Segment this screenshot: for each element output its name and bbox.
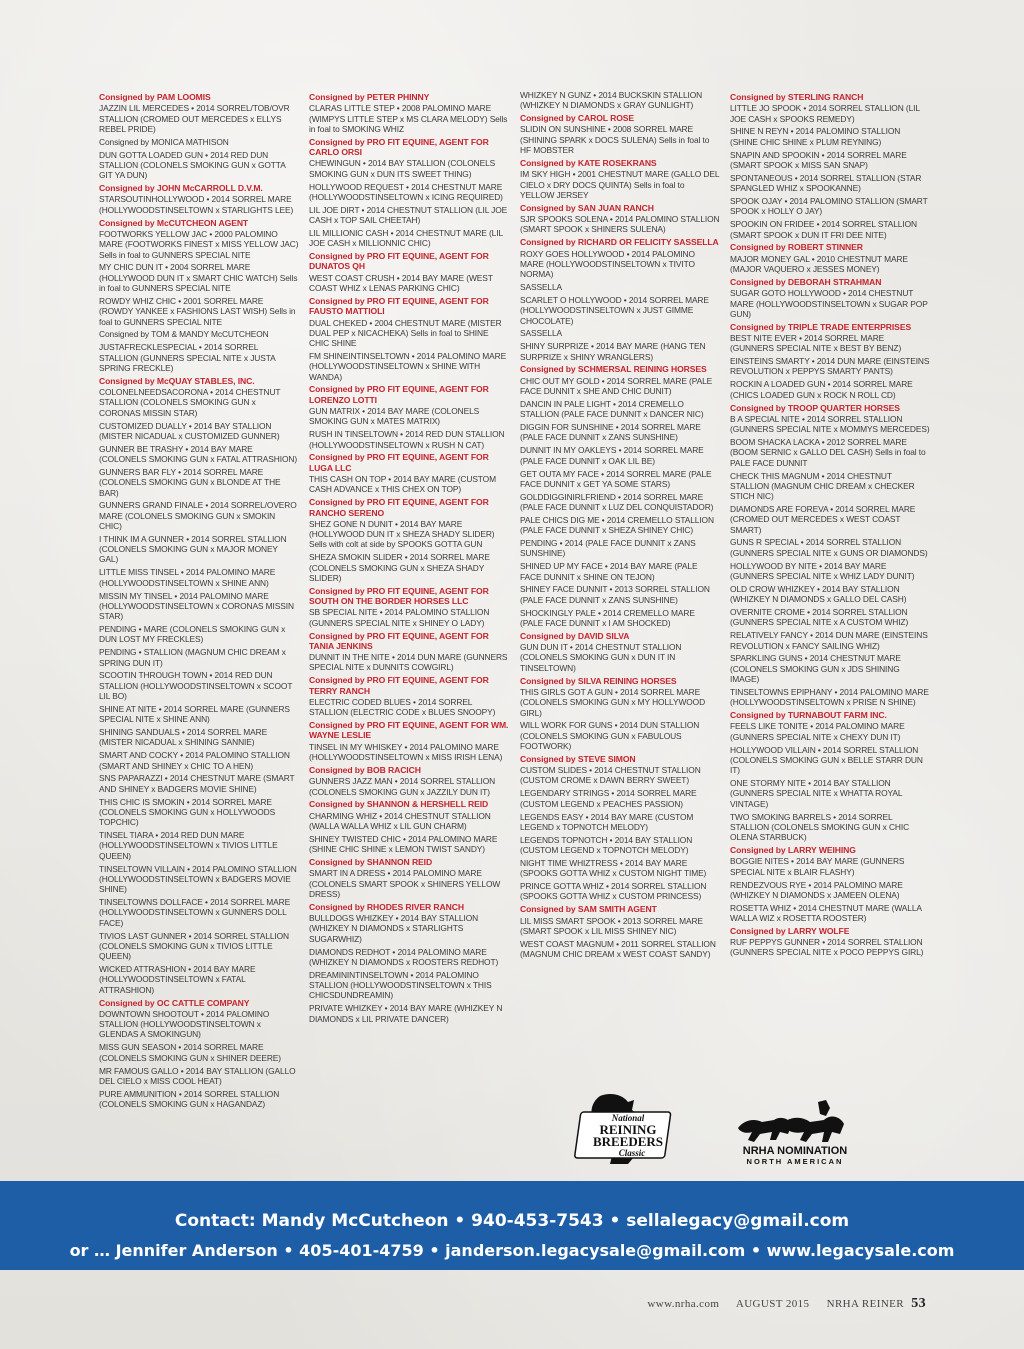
consignor-heading: Consigned by PRO FIT EQUINE, AGENT FOR CARLO ORSI bbox=[309, 136, 489, 158]
horse-entry: DIAMONDS REDHOT • 2014 PALOMINO MARE (WHIZKEY N DIAMONDS x ROOSTERS REDHOT) bbox=[309, 946, 499, 967]
horse-entry: CHARMING WHIZ • 2014 CHESTNUT STALLION (WALLA WALLA WHIZ x LIL GUN CHARM) bbox=[309, 810, 491, 831]
horse-entry: B A SPECIAL NITE • 2014 SORREL STALLION (GUNNERS SPECIAL NITE x MOMMYS MERCEDES) bbox=[730, 413, 930, 435]
horse-entry: NIGHT TIME WHIZTRESS • 2014 BAY MARE (SPOOKS GOTTA WHIZ x CUSTOM NIGHT TIME) bbox=[520, 857, 707, 879]
horse-entry: GET OUTA MY FACE • 2014 SORREL MARE (PALE FACE DUNNIT x GET YA SOME STARS) bbox=[520, 468, 712, 489]
footer-url: www.nrha.com bbox=[647, 1298, 720, 1310]
horse-entry: TINSELTOWNS EPIPHANY • 2014 PALOMINO MARE (HOLLYWOODSTINSELTOWN x PRISE N SHINE) bbox=[730, 686, 929, 708]
horse-entry: SPOOKIN ON FRIDEE • 2014 SORREL STALLION (SMART SPOOK x DUN IT FRI DEE NITE) bbox=[730, 219, 917, 240]
consignor-heading: Consigned by PRO FIT EQUINE, AGENT FOR LORENZO LOTTI bbox=[309, 384, 489, 405]
horse-entry: LEGENDS TOPNOTCH • 2014 BAY STALLION (CUSTOM LEGEND x TOPNOTCH MELODY) bbox=[520, 834, 693, 856]
horse-entry: TIVIOS LAST GUNNER • 2014 SORREL STALLION (COLONELS SMOKING GUN x TIVIOS LITTLE QUEEN) bbox=[99, 930, 289, 962]
horse-entry: WILL WORK FOR GUNS • 2014 DUN STALLION (COLONELS SMOKING GUN x FABULOUS FOOTWORK) bbox=[520, 720, 700, 751]
horse-entry: TINSEL TIARA • 2014 RED DUN MARE (HOLLYWOODSTINSELTOWN x TIVIOS LITTLE QUEEN) bbox=[99, 830, 278, 861]
listing-column-1 bbox=[99, 90, 299, 1180]
horse-entry: SHINEY FACE DUNNIT • 2013 SORREL STALLION (PALE FACE DUNNIT x ZANS SUNSHINE) bbox=[520, 584, 710, 605]
horse-entry: LIL MILLIONIC CASH • 2014 CHESTNUT MARE (LIL JOE CASH x MILLIONNIC CHIC) bbox=[309, 227, 503, 249]
horse-entry: SASSELLA bbox=[520, 328, 563, 339]
horse-entry: EINSTEINS SMARTY • 2014 DUN MARE (EINSTEINS REVOLUTION x PEPPYS SMARTY PANTS) bbox=[730, 356, 930, 377]
horse-entry: BEST NITE EVER • 2014 SORREL MARE (GUNNERS SPECIAL NITE x BEST BY BENZ) bbox=[730, 332, 902, 354]
horse-entry: STARSOUTINHOLLYWOOD • 2014 SORREL MARE (HOLLYWOODSTINSELTOWN x STARLIGHTS LEE) bbox=[99, 194, 294, 215]
horse-entry: SNAPIN AND SPOOKIN • 2014 SORREL MARE (SMART SPOOK x MISS SAN SNAP) bbox=[730, 149, 907, 170]
horse-entry: JAZZIN LIL MERCEDES • 2014 SORREL/TOB/OVR STALLION (CROMED OUT MERCEDES x ELLYS REBEL PRIDE) bbox=[99, 103, 290, 134]
horse-entry: PRIVATE WHIZKEY • 2014 BAY MARE (WHIZKEY N DIAMONDS x LIL PRIVATE DANCER) bbox=[309, 1003, 503, 1024]
horse-entry: GUN DUN IT • 2014 CHESTNUT STALLION (COLONELS SMOKING GUN x DUN IT IN TINSELTOWN) bbox=[520, 642, 682, 673]
consignor-heading: Consigned by McCUTCHEON AGENT bbox=[99, 217, 249, 228]
horse-entry: ROXY GOES HOLLYWOOD • 2014 PALOMINO MARE (HOLLYWOODSTINSELTOWN x TIVITO NORMA) bbox=[520, 248, 695, 280]
breeders-logo-line4: Classic bbox=[618, 1148, 646, 1158]
consignor-heading: Consigned by PETER PHINNY bbox=[309, 92, 430, 102]
horse-entry: GUNS R SPECIAL • 2014 SORREL STALLION (GUNNERS SPECIAL NITE x GUNS OR DIAMONDS) bbox=[730, 537, 928, 558]
horse-entry: HOLLYWOOD VILLAIN • 2014 SORREL STALLION (COLONELS SMOKING GUN x BELLE STARR DUN IT) bbox=[730, 744, 923, 776]
horse-entry: DOWNTOWN SHOOTOUT • 2014 PALOMINO STALLION (HOLLYWOODSTINSELTOWN x GLENDAS A SMOKINGUN) bbox=[99, 1008, 270, 1040]
horse-entry: HOLLYWOOD BY NITE • 2014 BAY MARE (GUNNERS SPECIAL NITE x WHIZ LADY DUNIT) bbox=[730, 560, 915, 581]
consignor-heading: Consigned by SCHMERSAL REINING HORSES bbox=[520, 364, 707, 375]
nomination-logo-line2: NORTH AMERICAN bbox=[746, 1157, 844, 1166]
horse-entry: SHINEY TWISTED CHIC • 2014 PALOMINO MARE (SHINE CHIC SHINE x LEMON TWIST SANDY) bbox=[309, 833, 498, 855]
horse-entry: LITTLE MISS TINSEL • 2014 PALOMINO MARE (HOLLYWOODSTINSELTOWN x SHINE ANN) bbox=[99, 567, 276, 588]
horse-entry: SHOCKINGLY PALE • 2014 CREMELLO MARE (PALE FACE DUNNIT x I AM SHOCKED) bbox=[520, 607, 695, 628]
horse-entry: GUNNERS BAR FLY • 2014 SORREL MARE (COLONELS SMOKING GUN x BLONDE AT THE BAR) bbox=[99, 466, 281, 498]
horse-entry: DUNNIT IN MY OAKLEYS • 2014 SORREL MARE (PALE FACE DUNNIT x OAK LIL BE) bbox=[520, 445, 704, 466]
consignor-heading: Consigned by LARRY WOLFE bbox=[730, 925, 850, 936]
horse-entry: DUN GOTTA LOADED GUN • 2014 RED DUN STALLION (COLONELS SMOKING GUN x GOTTA GIT YA DUN) bbox=[99, 149, 286, 181]
horse-entry: PRINCE GOTTA WHIZ • 2014 SORREL STALLION (SPOOKS GOTTA WHIZ x CUSTOM PRINCESS) bbox=[520, 881, 707, 902]
horse-entry: DANCIN IN PALE LIGHT • 2014 CREMELLO STALLION (PALE FACE DUNNIT x DANCER NIC) bbox=[520, 398, 704, 420]
national-reining-breeders-classic-logo bbox=[570, 1090, 680, 1168]
page-number: 53 bbox=[911, 1296, 926, 1311]
horse-entry: THIS CHIC IS SMOKIN • 2014 SORREL MARE (COLONELS SMOKING GUN x HOLLYWOODS TOPCHIC) bbox=[99, 796, 276, 828]
sponsor-logos bbox=[560, 1090, 920, 1170]
contact-secondary: or … Jennifer Anderson • 405-401-4759 • janderson.legacysale@gmail.com • www.legacysale.com bbox=[69, 1241, 955, 1260]
horse-entry: THIS CASH ON TOP • 2014 BAY MARE (CUSTOM CASH ADVANCE x THIS CHEX ON TOP) bbox=[309, 474, 496, 495]
horse-entry: SPONTANEOUS • 2014 SORREL STALLION (STAR SPANGLED WHIZ x SPOOKANNE) bbox=[730, 172, 922, 194]
horse-entry: SHINY SURPRIZE • 2014 BAY MARE (HANG TEN SURPRIZE x SHINY WRANGLERS) bbox=[520, 341, 706, 362]
horse-entry: WEST COAST CRUSH • 2014 BAY MARE (WEST COAST WHIZ x LENAS PARKING CHIC) bbox=[309, 272, 493, 294]
consignor-heading: Consigned by OC CATTLE COMPANY bbox=[99, 997, 250, 1008]
horse-entry: DREAMININTINSELTOWN • 2014 PALOMINO STALLION (HOLLYWOODSTINSELTOWN x THIS CHICSDUNDREAMIN) bbox=[309, 969, 492, 1001]
horse-entry: SUGAR GOTO HOLLYWOOD • 2014 CHESTNUT MARE (HOLLYWOODSTINSELTOWN x SUGAR POP GUN) bbox=[730, 288, 928, 319]
horse-entry: SMART IN A DRESS • 2014 PALOMINO MARE (COLONELS SMART SPOOK x SHINERS YELLOW DRESS) bbox=[309, 868, 501, 899]
consignor-heading: Consigned by McQUAY STABLES, INC. bbox=[99, 375, 255, 386]
horse-entry: CHECK THIS MAGNUM • 2014 CHESTNUT STALLION (MAGNUM CHIC DREAM x CHECKER STICH NIC) bbox=[730, 470, 915, 502]
listing-column-3 bbox=[520, 90, 720, 1180]
horse-entry: DIAMONDS ARE FOREVA • 2014 SORREL MARE (CROMED OUT MERCEDES x WEST COAST SMART) bbox=[730, 504, 916, 535]
horse-entry: CLARAS LITTLE STEP • 2008 PALOMINO MARE (WIMPYS LITTLE STEP x MS CLARA MELODY) Sells in foal to SMOKING WHIZ bbox=[309, 103, 508, 134]
consignor-heading: Consigned by BOB RACICH bbox=[309, 764, 421, 775]
horse-entry: GUNNERS JAZZ MAN • 2014 SORREL STALLION (COLONELS SMOKING GUN x JAZZILY DUN IT) bbox=[309, 776, 496, 797]
horse-entry: FM SHINEINTINSELTOWN • 2014 PALOMINO MARE (HOLLYWOODSTINSELTOWN x SHINE WITH WANDA) bbox=[309, 350, 507, 382]
horse-entry: FOOTWORKS YELLOW JAC • 2000 PALOMINO MARE (FOOTWORKS FINEST x MISS YELLOW JAC) Sells in foal to GUNNERS SPECIAL NITE bbox=[99, 228, 299, 260]
horse-entry: ELECTRIC CODED BLUES • 2014 SORREL STALLION (ELECTRIC CODE x BLUES SNOOPY) bbox=[309, 696, 496, 718]
horse-entry: CUSTOM SLIDES • 2014 CHESTNUT STALLION (CUSTOM CROME x DAWN BERRY SWEET) bbox=[520, 765, 701, 786]
horse-entry: LIL MISS SMART SPOOK • 2013 SORREL MARE (SMART SPOOK x LIL MISS SHINEY NIC) bbox=[520, 915, 703, 936]
consignor-heading: Consigned by SHANNON REID bbox=[309, 857, 433, 868]
horse-entry: SPOOK OJAY • 2014 PALOMINO STALLION (SMART SPOOK x HOLLY O JAY) bbox=[730, 196, 928, 217]
breeders-logo-line1: National bbox=[611, 1113, 645, 1123]
footer-publication: NRHA REINER bbox=[826, 1298, 905, 1310]
consignor-heading: Consigned by PRO FIT EQUINE, AGENT FOR TANIA JENKINS bbox=[309, 630, 489, 651]
consignor-heading: Consigned by TURNABOUT FARM INC. bbox=[730, 710, 887, 721]
horse-entry: WICKED ATTRASHION • 2014 BAY MARE (HOLLYWOODSTINSELTOWN x FATAL ATTRASHION) bbox=[99, 964, 256, 995]
consignor-heading: Consigned by STEVE SIMON bbox=[520, 753, 636, 764]
horse-entry: MISSIN MY TINSEL • 2014 PALOMINO MARE (HOLLYWOODSTINSELTOWN x CORONAS MISSIN STAR) bbox=[99, 590, 294, 622]
consignor-heading: Consigned by SAM SMITH AGENT bbox=[520, 904, 657, 915]
horse-entry: WHIZKEY N GUNZ • 2014 BUCKSKIN STALLION (WHIZKEY N DIAMONDS x GRAY GUNLIGHT) bbox=[520, 90, 703, 111]
horse-entry: OVERNITE CROME • 2014 SORREL STALLION (GUNNERS SPECIAL NITE x A CUSTOM WHIZ) bbox=[730, 607, 909, 628]
breeders-logo-line2: REINING bbox=[599, 1122, 657, 1137]
horse-entry: SNS PAPARAZZI • 2014 CHESTNUT MARE (SMART AND SHINEY x BADGERS MOVIE SHINE) bbox=[99, 773, 295, 794]
horse-entry: SB SPECIAL NITE • 2014 PALOMINO STALLION (GUNNERS SPECIAL NITE x SHINEY O LADY) bbox=[309, 607, 490, 628]
horse-entry: DIGGIN FOR SUNSHINE • 2014 SORREL MARE (PALE FACE DUNNIT x ZANS SUNSHINE) bbox=[520, 422, 701, 443]
horse-entry: PENDING • MARE (COLONELS SMOKING GUN x DUN LOST MY FRECKLES) bbox=[99, 624, 286, 645]
horse-entry: SJR SPOOKS SOLENA • 2014 PALOMINO STALLION (SMART SPOOK x SHINERS SULENA) bbox=[520, 214, 720, 235]
horse-entry: RUF PEPPYS GUNNER • 2014 SORREL STALLION (GUNNERS SPECIAL NITE x POCO PEPPYS GIRL) bbox=[730, 937, 924, 958]
consignor-heading: Consigned by SAN JUAN RANCH bbox=[520, 202, 654, 213]
consignor-heading: Consigned by PRO FIT EQUINE, AGENT FOR RANCHO SERENO bbox=[309, 497, 489, 518]
horse-entry: WEST COAST MAGNUM • 2011 SORREL STALLION (MAGNUM CHIC DREAM x WEST COAST SANDY) bbox=[520, 938, 716, 960]
horse-entry: SCARLET O HOLLYWOOD • 2014 SORREL MARE (HOLLYWOODSTINSELTOWN x JUST GIMME CHOCOLATE) bbox=[520, 294, 709, 326]
horse-entry: GOLDDIGGINIRLFRIEND • 2014 SORREL MARE (PALE FACE DUNNIT x LUZ DEL CONQUISTADOR) bbox=[520, 491, 714, 512]
page-footer bbox=[647, 1296, 926, 1312]
horse-entry: SMART AND COCKY • 2014 PALOMINO STALLION (SMART AND SHINEY x CHIC TO A HEN) bbox=[99, 750, 290, 771]
horse-entry: TINSEL IN MY WHISKEY • 2014 PALOMINO MARE (HOLLYWOODSTINSELTOWN x MISS IRISH LENA) bbox=[309, 741, 503, 763]
horse-entry: BOGGIE NITES • 2014 BAY MARE (GUNNERS SPECIAL NITE x BLAIR FLASHY) bbox=[730, 856, 905, 877]
horse-entry: ROSETTA WHIZ • 2014 CHESTNUT MARE (WALLA WALLA WIZ x ROSETTA ROOSTER) bbox=[730, 902, 922, 923]
consignor-heading: Consigned by RICHARD OR FELICITY SASSELLA bbox=[520, 237, 719, 248]
horse-entry: CUSTOMIZED DUALLY • 2014 BAY STALLION (MISTER NICADUAL x CUSTOMIZED GUNNER) bbox=[99, 420, 280, 441]
horse-entry: PURE AMMUNITION • 2014 SORREL STALLION (COLONELS SMOKING GUN x HAGANDAZ) bbox=[99, 1088, 280, 1110]
nrha-nomination-north-american-logo bbox=[730, 1090, 860, 1168]
horse-entry: OLD CROW WHIZKEY • 2014 BAY STALLION (WHIZKEY N DIAMONDS x GALLO DEL CASH) bbox=[730, 583, 907, 605]
horse-entry: CHIC OUT MY GOLD • 2014 SORREL MARE (PALE FACE DUNNIT x SHE AND CHIC DUNIT) bbox=[520, 375, 713, 397]
contact-banner bbox=[0, 1181, 1024, 1270]
consignor-heading: Consigned by ROBERT STINNER bbox=[730, 242, 863, 253]
horse-entry: ONE STORMY NITE • 2014 BAY STALLION (GUNNERS SPECIAL NITE x WHATTA ROYAL VINTAGE) bbox=[730, 778, 903, 809]
horse-entry: BOOM SHACKA LACKA • 2012 SORREL MARE (BOOM SERNIC x GALLO DEL CASH) Sells in foal to PALE FACE DUNNIT bbox=[730, 437, 926, 468]
horse-entry: FEELS LIKE TONITE • 2014 PALOMINO MARE (GUNNERS SPECIAL NITE x CHEXY DUN IT) bbox=[730, 721, 905, 742]
horse-entry: SHINED UP MY FACE • 2014 BAY MARE (PALE FACE DUNNIT x SHINE ON TEJON) bbox=[520, 561, 698, 582]
horse-entry: COLONELNEEDSACORONA • 2014 CHESTNUT STALLION (COLONELS SMOKING GUN x CORONAS MISSIN STAR) bbox=[99, 387, 281, 418]
horse-entry: LIL JOE DIRT • 2014 CHESTNUT STALLION (LIL JOE CASH x TOP SAIL CHEETAH) bbox=[309, 204, 508, 226]
horse-entry: DUAL CHEKED • 2004 CHESTNUT MARE (MISTER DUAL PEP x NICACHEKA) Sells in foal to SHINE CHIC SHINE bbox=[309, 317, 502, 349]
consignor-heading: Consigned by PRO FIT EQUINE, AGENT FOR TERRY RANCH bbox=[309, 675, 489, 696]
horse-entry: SHINE N REYN • 2014 PALOMINO STALLION (SHINE CHIC SHINE x PLUM REYNING) bbox=[730, 126, 901, 147]
consignor-heading: Consigned by TROOP QUARTER HORSES bbox=[730, 402, 900, 413]
horse-entry: ROCKIN A LOADED GUN • 2014 SORREL MARE (CHICS LOADED GUN x ROCK N ROLL CD) bbox=[730, 379, 913, 400]
consignor-heading: Consigned by PAM LOOMIS bbox=[99, 92, 211, 102]
horse-entry: TINSELTOWNS DOLLFACE • 2014 SORREL MARE (HOLLYWOODSTINSELTOWN x GUNNERS DOLL FACE) bbox=[99, 897, 291, 928]
horse-entry: THIS GIRLS GOT A GUN • 2014 SORREL MARE (COLONELS SMOKING GUN x MY HOLLYWOOD GIRL) bbox=[520, 686, 706, 718]
horse-entry: SPARKLING GUNS • 2014 CHESTNUT MARE (COLONELS SMOKING GUN x JDS SHINING IMAGE) bbox=[730, 653, 901, 685]
horse-entry: LEGENDARY STRINGS • 2014 SORREL MARE (CUSTOM LEGEND x PEACHES PASSION) bbox=[520, 788, 697, 809]
listing-column-4 bbox=[730, 90, 930, 1180]
horse-entry: SHINING SANDUALS • 2014 SORREL MARE (MISTER NICADUAL x SHINING SANNIE) bbox=[99, 727, 268, 748]
horse-entry: BULLDOGS WHIZKEY • 2014 BAY STALLION (WHIZKEY N DIAMONDS x STARLIGHTS SUGARWHIZ) bbox=[309, 913, 479, 944]
contact-primary: Contact: Mandy McCutcheon • 940-453-7543 • sellalegacy@gmail.com bbox=[174, 1211, 850, 1231]
horse-entry: GUNNER BE TRASHY • 2014 BAY MARE (COLONELS SMOKING GUN x FATAL ATTRASHION) bbox=[99, 443, 298, 465]
consignor-heading: Consigned by KATE ROSEKRANS bbox=[520, 157, 657, 168]
consignor-heading: Consigned by DAVID SILVA bbox=[520, 630, 630, 641]
consignor-heading: Consigned by TRIPLE TRADE ENTERPRISES bbox=[730, 321, 912, 332]
horse-entry: TINSELTOWN VILLAIN • 2014 PALOMINO STALLION (HOLLYWOODSTINSELTOWN x BADGERS MOVIE SHINE) bbox=[99, 863, 297, 895]
consignor-heading: Consigned by JOHN McCARROLL D.V.M. bbox=[99, 183, 263, 194]
breeders-logo-line3: BREEDERS bbox=[592, 1134, 664, 1149]
consignor-heading: Consigned by PRO FIT EQUINE, AGENT FOR LUGA LLC bbox=[309, 452, 489, 473]
horse-entry: I THINK IM A GUNNER • 2014 SORREL STALLION (COLONELS SMOKING GUN x MAJOR MONEY GAL) bbox=[99, 533, 287, 565]
horse-entry: SHEZ GONE N DUNIT • 2014 BAY MARE (HOLLYWOOD DUN IT x SHEZA SHADY SLIDER) Sells with colt at side by SPOOKS GOTTA GUN bbox=[309, 518, 495, 550]
horse-entry: CHEWINGUN • 2014 BAY STALLION (COLONELS SMOKING GUN x DUN ITS SWEET THING) bbox=[309, 158, 496, 179]
consignor-heading: Consigned by PRO FIT EQUINE, AGENT FOR SOUTH ON THE BORDER HORSES LLC bbox=[309, 585, 489, 607]
horse-entry: GUN MATRIX • 2014 BAY MARE (COLONELS SMOKING GUN x MATES MATRIX) bbox=[309, 406, 480, 427]
horse-entry: Consigned by MONICA MATHISON bbox=[99, 136, 229, 147]
horse-entry: PALE CHICS DIG ME • 2014 CREMELLO STALLION (PALE FACE DUNNIT x SHEZA SHINEY CHIC) bbox=[520, 514, 714, 536]
horse-entry: DUNNIT IN THE NITE • 2014 DUN MARE (GUNNERS SPECIAL NITE x DUNNITS COWGIRL) bbox=[309, 652, 508, 673]
horse-entry: MAJOR MONEY GAL • 2010 CHESTNUT MARE (MAJOR VAQUERO x JESSES MONEY) bbox=[730, 253, 908, 275]
horse-entry: RUSH IN TINSELTOWN • 2014 RED DUN STALLION (HOLLYWOODSTINSELTOWN x RUSH N CAT) bbox=[309, 429, 505, 450]
horse-entry: TWO SMOKING BARRELS • 2014 SORREL STALLION (COLONELS SMOKING GUN x CHIC OLENA STARBUCK) bbox=[730, 811, 910, 843]
consignor-heading: Consigned by SILVA REINING HORSES bbox=[520, 675, 677, 686]
consignor-heading: Consigned by RHODES RIVER RANCH bbox=[309, 901, 464, 912]
consignor-heading: Consigned by DEBORAH STRAHMAN bbox=[730, 276, 882, 287]
consignor-heading: Consigned by LARRY WEIHING bbox=[730, 845, 856, 856]
consignor-heading: Consigned by CAROL ROSE bbox=[520, 113, 635, 124]
horse-entry: LEGENDS EASY • 2014 BAY MARE (CUSTOM LEGEND x TOPNOTCH MELODY) bbox=[520, 811, 694, 832]
horse-entry: SLIDIN ON SUNSHINE • 2008 SORREL MARE (SHINING SPARK x DOCS SULENA) Sells in foal to HF MOBSTER bbox=[520, 124, 710, 156]
horse-entry: SHINE AT NITE • 2014 SORREL MARE (GUNNERS SPECIAL NITE x SHINE ANN) bbox=[99, 703, 290, 725]
footer-issue: AUGUST 2015 bbox=[735, 1298, 810, 1310]
horse-entry: ROWDY WHIZ CHIC • 2001 SORREL MARE (ROWDY YANKEE x FASHIONS LAST WISH) Sells in foal to GUNNERS SPECIAL NITE bbox=[99, 295, 296, 327]
consignor-heading: Consigned by PRO FIT EQUINE, AGENT FOR FAUSTO MATTIOLI bbox=[309, 295, 489, 317]
consignor-heading: Consigned by PRO FIT EQUINE, AGENT FOR DUNATOS QH bbox=[309, 251, 489, 272]
consignor-heading: Consigned by SHANNON & HERSHELL REID bbox=[309, 799, 489, 810]
horse-entry: SCOOTIN THROUGH TOWN • 2014 RED DUN STALLION (HOLLYWOODSTINSELTOWN x SCOOT LIL BO) bbox=[99, 670, 293, 702]
horse-entry: HOLLYWOOD REQUEST • 2014 CHESTNUT MARE (HOLLYWOODSTINSELTOWN x ICING REQUIRED) bbox=[309, 181, 503, 202]
horse-entry: RELATIVELY FANCY • 2014 DUN MARE (EINSTEINS REVOLUTION x FANCY SAILING WHIZ) bbox=[730, 630, 928, 651]
horse-entry: PENDING • STALLION (MAGNUM CHIC DREAM x SPRING DUN IT) bbox=[99, 647, 286, 668]
consignor-heading: Consigned by PRO FIT EQUINE, AGENT FOR WM. WAYNE LESLIE bbox=[309, 720, 509, 741]
horse-entry: MISS GUN SEASON • 2014 SORREL MARE (COLONELS SMOKING GUN x SHINER DEERE) bbox=[99, 1042, 281, 1063]
horse-entry: RENDEZVOUS RYE • 2014 PALOMINO MARE (WHIZKEY N DIAMONDS x JAMEEN OLENA) bbox=[730, 879, 903, 900]
horse-entry: IM SKY HIGH • 2001 CHESTNUT MARE (GALLO DEL CIELO x DRY DOCS QUINTA) Sells in foal to YELLOW JERSEY bbox=[520, 169, 720, 200]
horse-entry: PENDING • 2014 (PALE FACE DUNNIT x ZANS SUNSHINE) bbox=[520, 538, 696, 559]
horse-entry: GUNNERS GRAND FINALE • 2014 SORREL/OVERO MARE (COLONELS SMOKING GUN x SMOKIN CHIC) bbox=[99, 500, 297, 531]
horse-entry: SHEZA SMOKIN SLIDER • 2014 SORREL MARE (COLONELS SMOKING GUN x SHEZA SHADY SLIDER) bbox=[309, 552, 490, 583]
horse-entry: MY CHIC DUN IT • 2004 SORREL MARE (HOLLYWOOD DUN IT x SMART CHIC WATCH) Sells in foal to GUNNERS SPECIAL NITE bbox=[99, 262, 298, 294]
horse-entry: JUSTAFRECKLESPECIAL • 2014 SORREL STALLION (GUNNERS SPECIAL NITE x JUSTA SPRING FRECKLE) bbox=[99, 342, 276, 373]
horse-entry: MR FAMOUS GALLO • 2014 BAY STALLION (GALLO DEL CIELO x MISS COOL HEAT) bbox=[99, 1065, 296, 1086]
nomination-logo-line1: NRHA NOMINATION bbox=[742, 1145, 848, 1157]
horse-entry: Consigned by TOM & MANDY McCUTCHEON bbox=[99, 329, 269, 340]
horse-entry: SASSELLA bbox=[520, 282, 563, 293]
consignor-heading: Consigned by STERLING RANCH bbox=[730, 92, 864, 102]
listing-column-2 bbox=[309, 90, 509, 1180]
horse-entry: LITTLE JO SPOOK • 2014 SORREL STALLION (LIL JOE CASH x SPOOKS REMEDY) bbox=[730, 103, 920, 124]
